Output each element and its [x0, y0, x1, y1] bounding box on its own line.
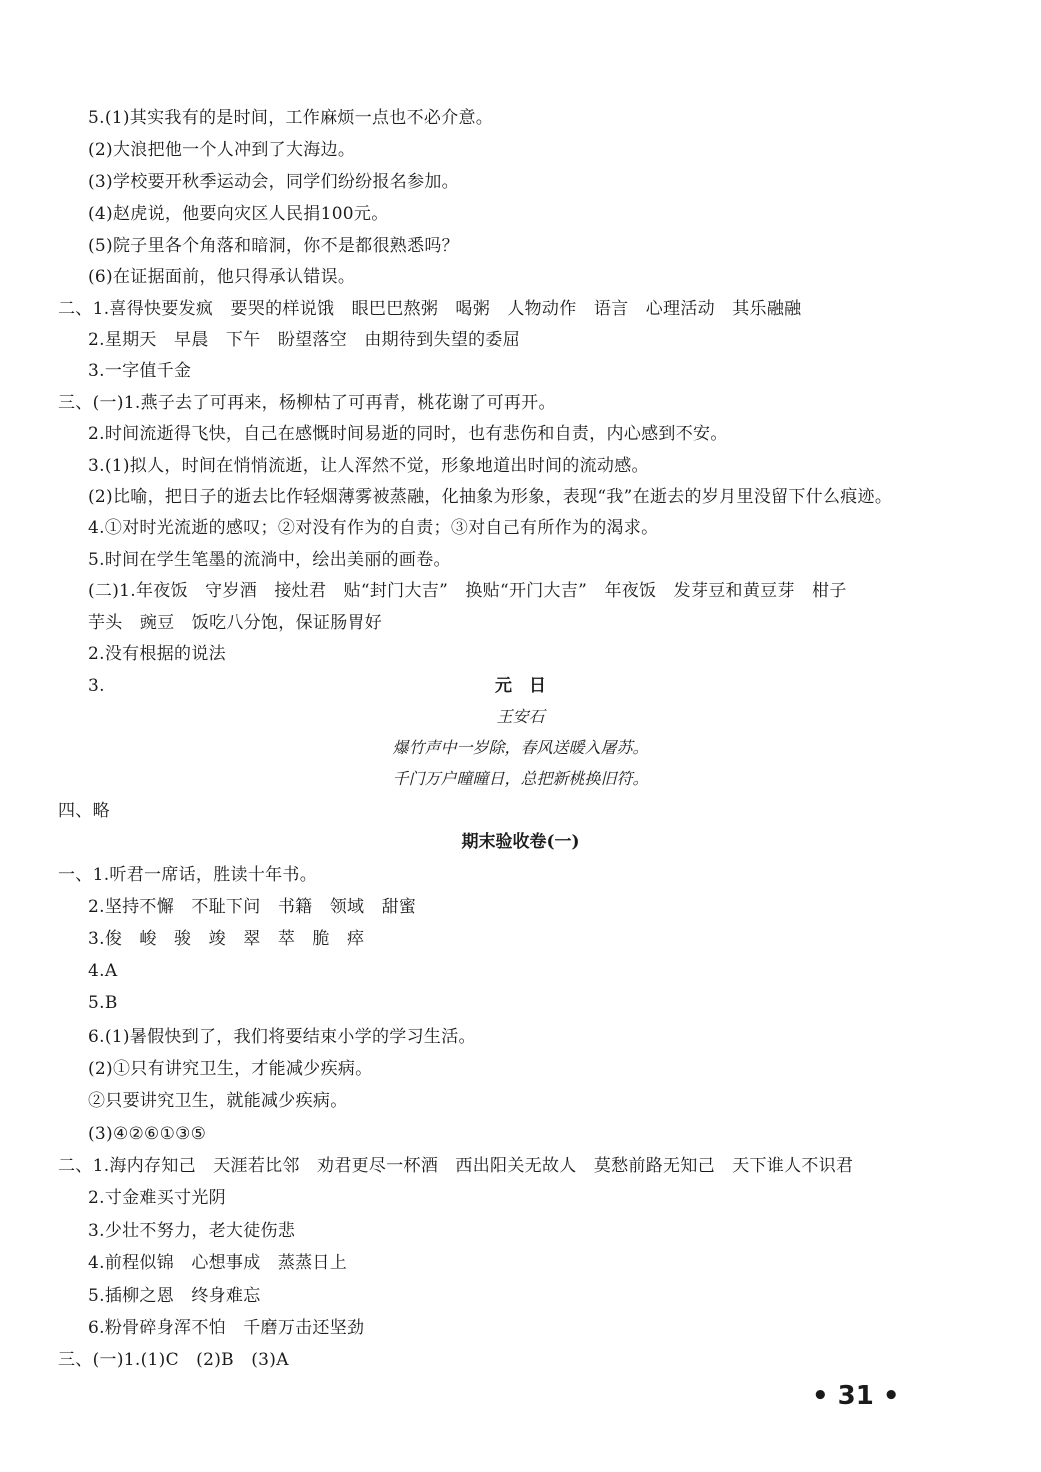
answer-line: 2.时间流逝得飞快，自己在感慨时间易逝的同时，也有悲伤和自责，内心感到不安。 — [88, 424, 728, 444]
answer-line: 2.坚持不懈 不耻下问 书籍 领域 甜蜜 — [88, 897, 417, 917]
answer-line: 3. — [88, 676, 105, 696]
answer-line: 6.粉骨碎身浑不怕 千磨万击还坚劲 — [88, 1318, 365, 1338]
answer-line: (5)院子里各个角落和暗洞，你不是都很熟悉吗？ — [88, 236, 459, 256]
answer-line: (2)比喻，把日子的逝去比作轻烟薄雾被蒸融，化抽象为形象，表现“我”在逝去的岁月里没留下什么痕迹。 — [88, 487, 893, 507]
answer-line: 3.俊 峻 骏 竣 翠 萃 脆 瘁 — [88, 929, 365, 949]
answer-line: 二、1.喜得快要发疯 要哭的样说饿 眼巴巴熬粥 喝粥 人物动作 语言 心理活动 其乐融融 — [58, 299, 802, 319]
poem-title: 元 日 — [495, 676, 546, 696]
answer-line: 5.插柳之恩 终身难忘 — [88, 1286, 261, 1306]
answer-line: (4)赵虎说，他要向灾区人民捐100元。 — [88, 204, 389, 224]
answer-line: (2)①只有讲究卫生，才能减少疾病。 — [88, 1059, 373, 1079]
answer-line: 三、(一)1.(1)C (2)B (3)A — [58, 1350, 289, 1370]
answer-line: 2.寸金难买寸光阴 — [88, 1188, 226, 1208]
poem-line: 爆竹声中一岁除，春风送暖入屠苏。 — [392, 738, 649, 757]
answer-line: 3.一字值千金 — [88, 361, 192, 381]
answer-line: 5.时间在学生笔墨的流淌中，绘出美丽的画卷。 — [88, 550, 451, 570]
answer-line: (3)④②⑥①③⑤ — [88, 1124, 207, 1144]
answer-line: 一、1.听君一席话，胜读十年书。 — [58, 865, 318, 885]
answer-line: 5.(1)其实我有的是时间，工作麻烦一点也不必介意。 — [88, 108, 494, 128]
answer-line: (6)在证据面前，他只得承认错误。 — [88, 267, 356, 287]
answer-line: 三、(一)1.燕子去了可再来，杨柳枯了可再青，桃花谢了可再开。 — [58, 393, 556, 413]
answer-line: 4.①对时光流逝的感叹；②对没有作为的自责；③对自己有所作为的渴求。 — [88, 518, 659, 538]
answer-line: 2.星期天 早晨 下午 盼望落空 由期待到失望的委屈 — [88, 330, 521, 350]
answer-line: (二)1.年夜饭 守岁酒 接灶君 贴“封门大吉” 换贴“开门大吉” 年夜饭 发芽豆和黄豆芽 柑子 — [88, 581, 847, 601]
answer-line: 6.(1)暑假快到了，我们将要结束小学的学习生活。 — [88, 1027, 476, 1047]
poem-author: 王安石 — [496, 707, 545, 726]
answer-line: (2)大浪把他一个人冲到了大海边。 — [88, 140, 356, 160]
answer-line: 四、略 — [58, 801, 110, 821]
answer-line: 2.没有根据的说法 — [88, 644, 226, 664]
poem-line: 千门万户曈曈日，总把新桃换旧符。 — [392, 769, 649, 788]
answer-line: 3.少壮不努力，老大徒伤悲 — [88, 1221, 296, 1241]
page-number: • 31 • — [812, 1381, 900, 1411]
answer-line: 二、1.海内存知己 天涯若比邻 劝君更尽一杯酒 西出阳关无故人 莫愁前路无知己 天下谁人不识君 — [58, 1156, 854, 1176]
answer-line: 4.A — [88, 961, 118, 981]
section-title: 期末验收卷(一) — [461, 832, 580, 852]
answer-line: 芋头 豌豆 饭吃八分饱，保证肠胃好 — [88, 613, 383, 633]
answer-line: ②只要讲究卫生，就能减少疾病。 — [88, 1091, 348, 1111]
answer-line: 4.前程似锦 心想事成 蒸蒸日上 — [88, 1253, 348, 1273]
answer-line: 5.B — [88, 993, 118, 1013]
answer-line: (3)学校要开秋季运动会，同学们纷纷报名参加。 — [88, 172, 459, 192]
answer-line: 3.(1)拟人，时间在悄悄流逝，让人浑然不觉，形象地道出时间的流动感。 — [88, 456, 649, 476]
